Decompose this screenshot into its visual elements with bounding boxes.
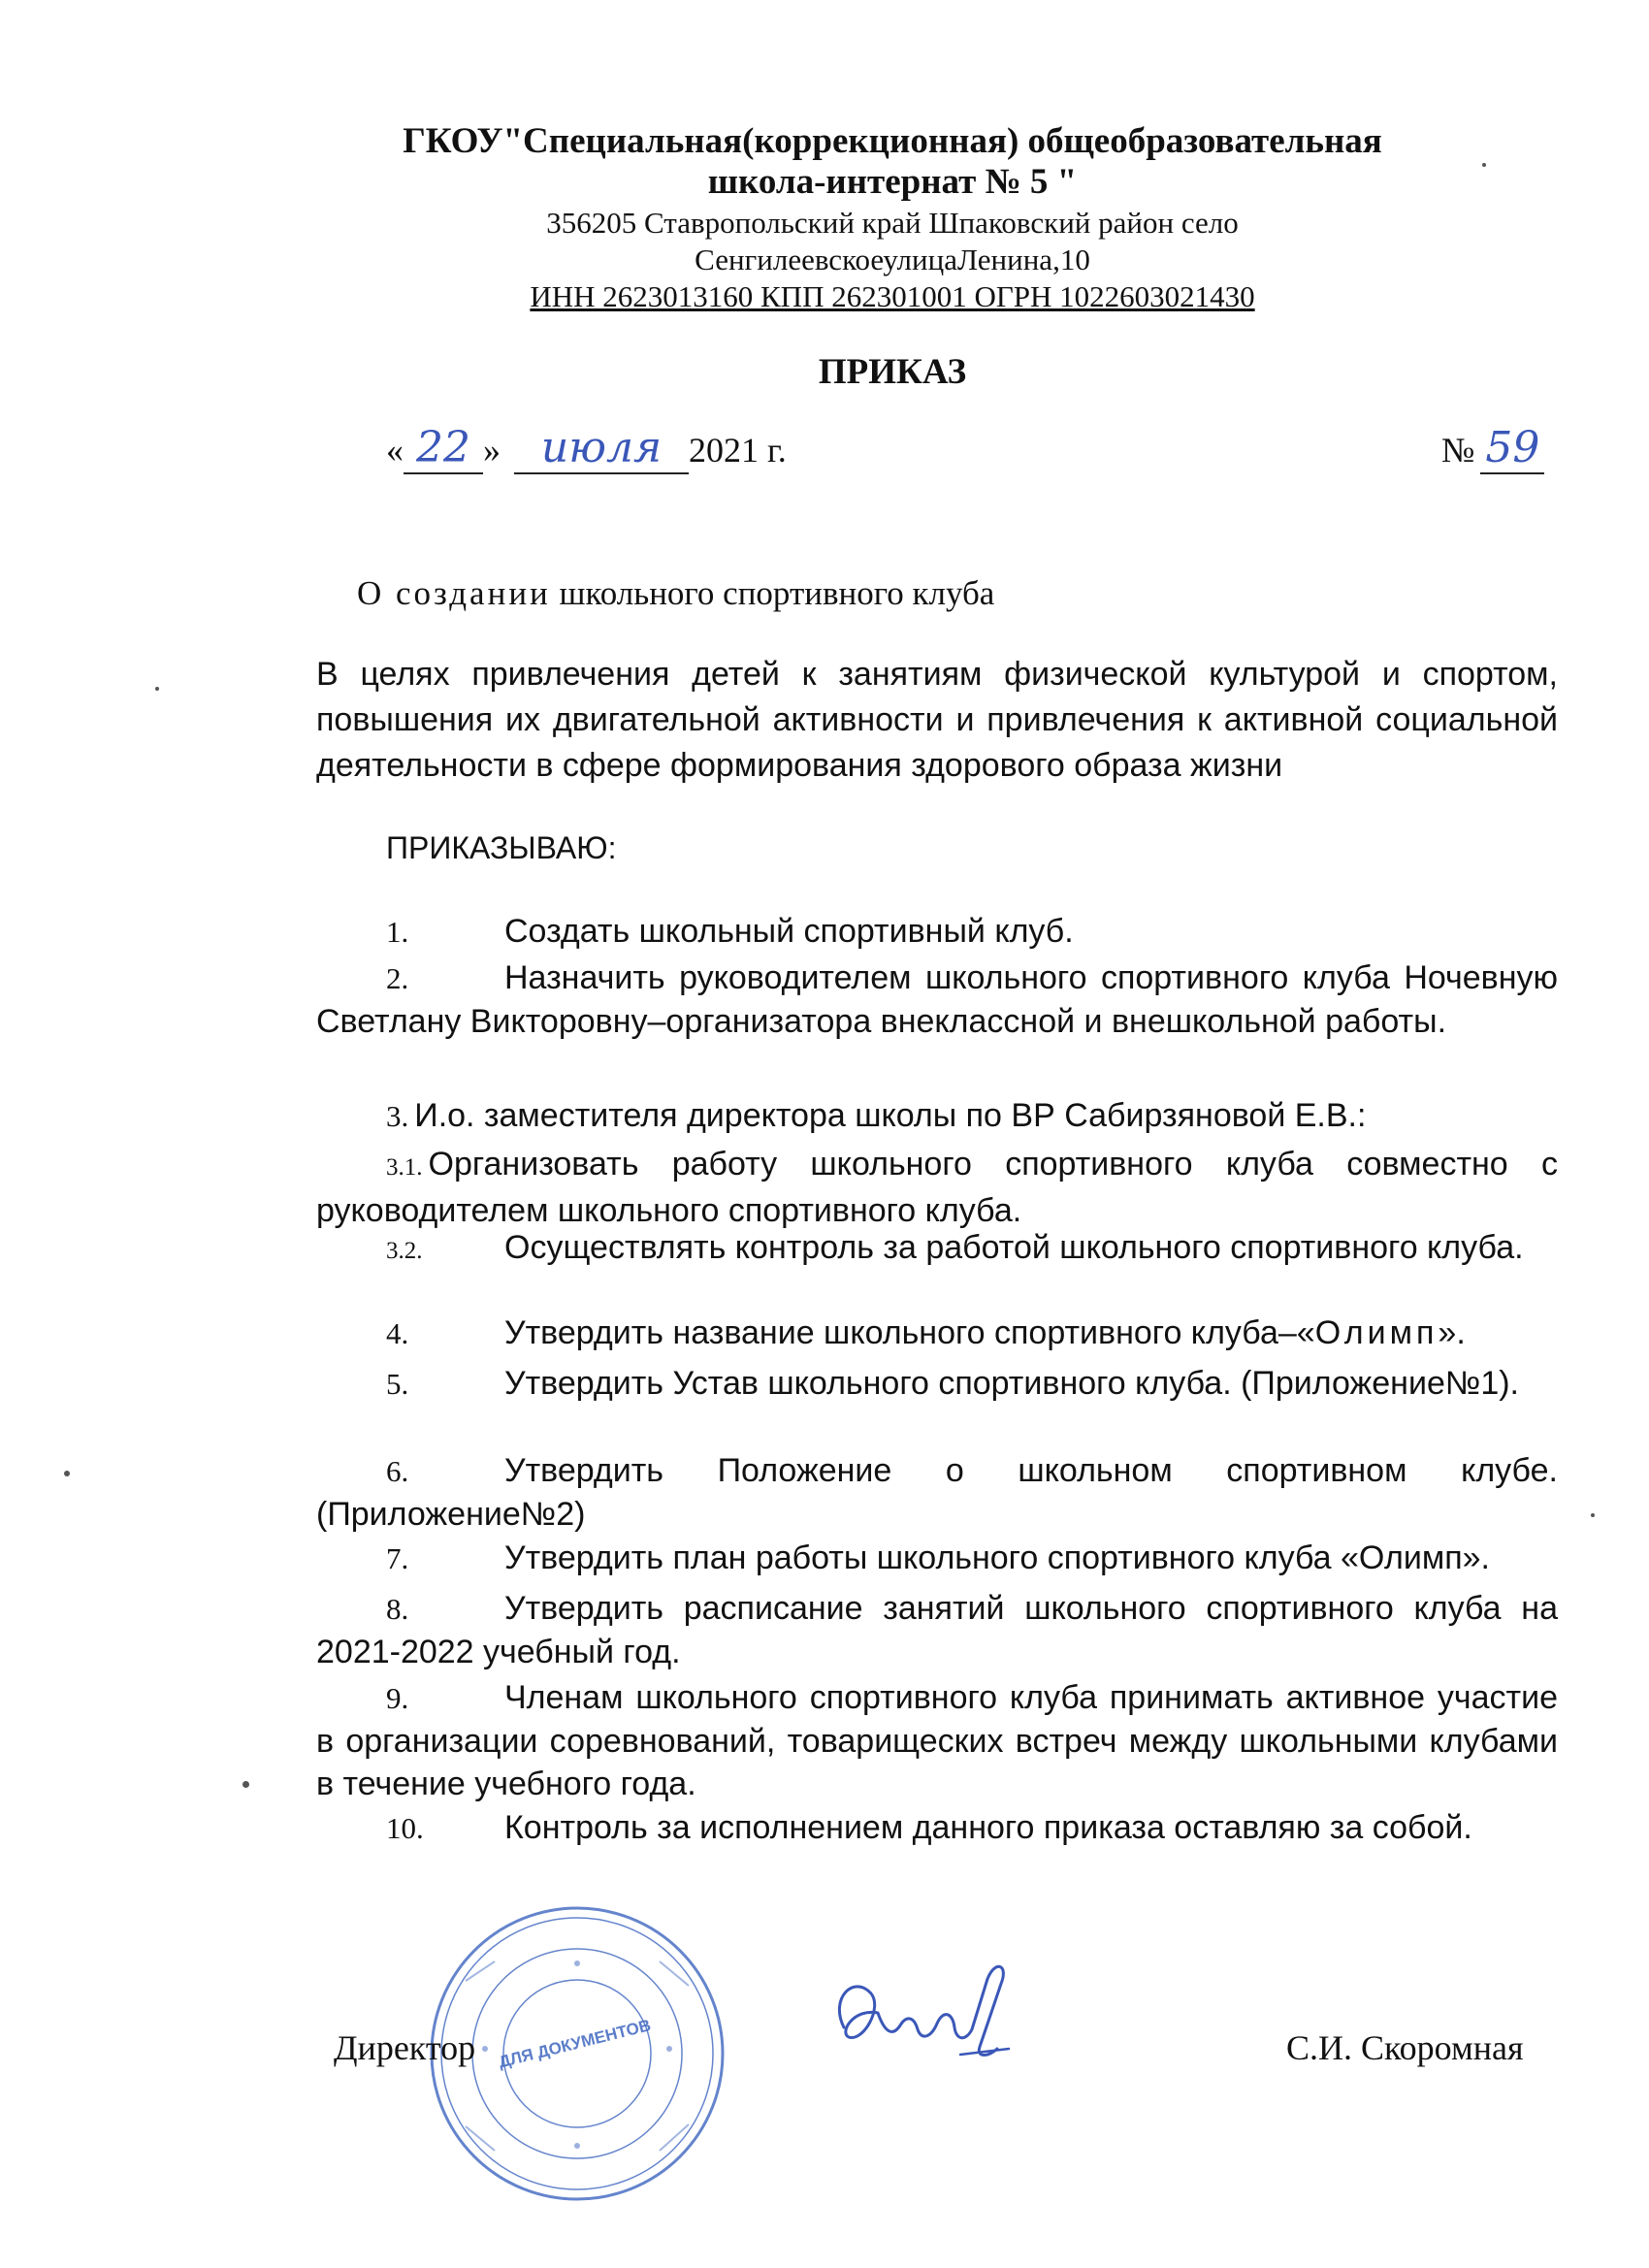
item-number: 10. [386, 1811, 424, 1845]
command-word: ПРИКАЗЫВАЮ: [386, 830, 617, 865]
address-line2: СенгилеевскоеулицаЛенина,10 [695, 243, 1090, 276]
scan-speck [1591, 1513, 1595, 1517]
order-item-5 [316, 1362, 1558, 1406]
document-title: ПРИКАЗ [818, 352, 967, 392]
item-number: 9. [386, 1681, 409, 1715]
item-text: Назначить руководителем школьного спортивного клуба Ночевную Светлану Викторовну–организатора внеклассной и внешкольной работы. [316, 959, 1558, 1040]
order-item-7 [316, 1537, 1558, 1580]
order-item-9 [316, 1676, 1558, 1805]
date-day-handwritten: 22 [404, 423, 483, 474]
intro-paragraph: В целях привлечения детей к занятиям физической культурой и спортом, повышения их двигательной активности и привлечения к активной социальной деятельности в сфере формирования здорового образа жизни [316, 656, 1558, 784]
date-month-handwritten: июля [514, 423, 689, 474]
item-text: Утвердить Положение о школьном спортивном клубе.(Приложение№2) [316, 1452, 1558, 1533]
item-number: 1. [386, 915, 409, 949]
item-number: 7. [386, 1541, 409, 1575]
item-tail: ». [1438, 1314, 1466, 1351]
signer-name: С.И. Скоромная [1286, 2028, 1524, 2067]
scan-speck [242, 1781, 249, 1788]
item-text: Членам школьного спортивного клуба принимать активное участие в организации соревнований, товарищеских встреч между школьными клубами в течение учебного года. [316, 1679, 1558, 1802]
date-close-quote: » [483, 431, 501, 470]
scan-speck [64, 1471, 70, 1476]
order-item-1 [316, 910, 1558, 954]
date-open-quote: « [386, 431, 404, 470]
number-sign: № [1441, 431, 1475, 470]
order-item-3 [316, 1094, 1558, 1138]
order-number [1441, 423, 1544, 474]
item-text: И.о. заместителя директора школы по ВР Сабирзяновой Е.В.: [414, 1097, 1367, 1134]
item-number: 6. [386, 1454, 409, 1488]
order-item-6 [316, 1449, 1558, 1536]
item-text: Контроль за исполнением данного приказа оставляю за собой. [504, 1809, 1472, 1846]
club-name: Олимп [1314, 1314, 1439, 1351]
item-number: 2. [386, 961, 409, 995]
director-signature [824, 1940, 1038, 2086]
order-item-3-2 [316, 1226, 1558, 1273]
order-item-10 [316, 1806, 1558, 1850]
order-item-2 [316, 956, 1558, 1043]
scan-speck [155, 687, 159, 691]
item-number: 3.2. [386, 1238, 423, 1264]
item-number: 5. [386, 1367, 409, 1401]
item-text: Осуществлять контроль за работой школьного спортивного клуба. [504, 1229, 1524, 1266]
order-item-3-1 [316, 1143, 1558, 1232]
stamp-center-text: ДЛЯ ДОКУМЕНТОВ [497, 2016, 653, 2072]
item-text: Утвердить Устав школьного спортивного клуба. (Приложение№1). [504, 1365, 1519, 1402]
address-line1: 356205 Ставропольский край Шпаковский район село [546, 206, 1239, 240]
item-text: Утвердить расписание занятий школьного спортивного клуба на 2021-2022 учебный год. [316, 1590, 1558, 1670]
order-item-8 [316, 1587, 1558, 1673]
org-name-line2: школа-интернат № 5 " [707, 162, 1078, 202]
subject-rest: школьного спортивного клуба [550, 574, 995, 612]
subject-spaced-part: О создании [357, 574, 551, 612]
item-number: 3.1. [386, 1154, 423, 1181]
date-year: 2021 г. [689, 431, 787, 470]
item-number: 8. [386, 1592, 409, 1626]
item-number: 4. [386, 1316, 409, 1350]
org-ids-line: ИНН 2623013160 КПП 262301001 ОГРН 1022603021430 [530, 279, 1255, 313]
order-date [386, 423, 787, 474]
order-item-4 [316, 1312, 1558, 1355]
item-text: Создать школьный спортивный клуб. [504, 913, 1074, 950]
scan-speck [1482, 163, 1486, 167]
order-subject [357, 574, 994, 613]
item-text: Утвердить план работы школьного спортивного клуба «Олимп». [504, 1539, 1490, 1576]
item-text: Утвердить название школьного спортивного клуба–« [504, 1314, 1315, 1351]
item-number: 3. [386, 1099, 409, 1133]
signer-position: Директор [334, 2028, 476, 2067]
org-name-line1: ГКОУ"Специальная(коррекционная) общеобразовательная [403, 121, 1382, 161]
item-text: Организовать работу школьного спортивного клуба совместно с руководителем школьного спортивного клуба. [316, 1146, 1558, 1229]
number-value-handwritten: 59 [1480, 423, 1544, 474]
